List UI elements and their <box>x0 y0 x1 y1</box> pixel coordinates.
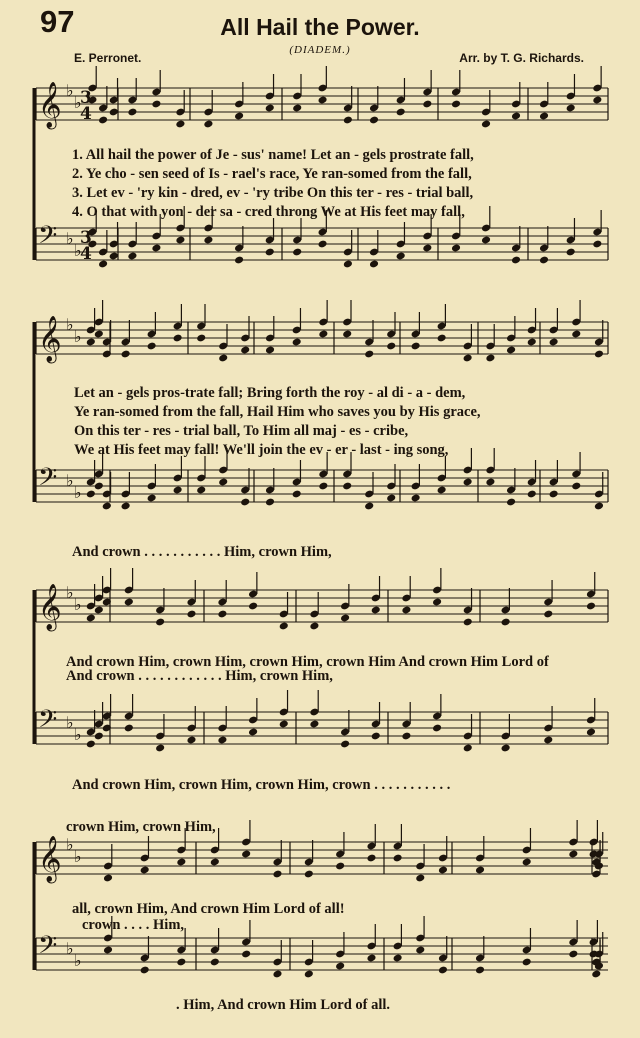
note-head <box>592 96 602 105</box>
final-alto-line: all, crown Him, And crown Him Lord of all! <box>72 901 345 917</box>
stanza-line: On this ter - res - trial ball, To Him all maj - es - cribe, <box>74 423 409 439</box>
note-head <box>451 244 461 253</box>
refrain-tenor-cue: And crown . . . . . . . . . . . . Him, crown Him, <box>66 668 333 684</box>
note-head <box>411 494 421 503</box>
time-signature-top: 3 <box>80 228 92 248</box>
note-head <box>343 260 353 269</box>
bass-clef: 𝄢 <box>38 463 58 498</box>
note-head <box>411 342 421 351</box>
note-head <box>586 728 596 737</box>
note-head <box>86 740 96 749</box>
note-head <box>501 618 511 627</box>
note-head <box>386 342 396 351</box>
note-head <box>437 486 447 495</box>
note-head <box>481 120 491 129</box>
note-head <box>272 970 282 979</box>
tune-name: (DIADEM.) <box>289 44 351 56</box>
note-head <box>86 614 96 623</box>
stanza-block-1 <box>72 146 474 222</box>
note-head <box>522 958 532 967</box>
flat-sign: ♭ <box>74 483 82 502</box>
note-head <box>401 606 411 615</box>
stanza-line: 4. O that with yon - der sa - cred throng We at His feet may fall, <box>72 204 465 220</box>
note-head <box>218 478 228 487</box>
note-head <box>527 490 537 499</box>
time-signature-top: 3 <box>80 88 92 108</box>
note-head <box>549 490 559 499</box>
note-head <box>340 740 350 749</box>
flat-sign: ♭ <box>66 713 74 732</box>
note-head <box>94 482 104 491</box>
flat-sign: ♭ <box>66 315 74 334</box>
note-head <box>151 100 161 109</box>
note-head <box>543 610 553 619</box>
note-head <box>265 346 275 355</box>
note-head <box>317 240 327 249</box>
note-head <box>234 256 244 265</box>
note-head <box>210 858 220 867</box>
note-head <box>124 598 134 607</box>
treble-clef: 𝄞 <box>38 316 62 362</box>
note-head <box>218 354 228 363</box>
note-head <box>422 244 432 253</box>
note-head <box>175 236 185 245</box>
note-head <box>140 866 150 875</box>
note-head <box>318 482 328 491</box>
note-head <box>393 954 403 963</box>
note-head <box>147 494 157 503</box>
note-head <box>272 870 282 879</box>
note-head <box>364 350 374 359</box>
note-head <box>475 966 485 975</box>
note-head <box>571 482 581 491</box>
note-head <box>366 854 376 863</box>
flat-sign: ♭ <box>74 725 82 744</box>
note-head <box>98 260 108 269</box>
note-head <box>265 104 275 113</box>
note-head <box>309 622 319 631</box>
flat-sign: ♭ <box>74 93 82 112</box>
note-head <box>549 338 559 347</box>
note-head <box>127 108 137 117</box>
note-head <box>279 622 289 631</box>
note-head <box>566 248 576 257</box>
note-head <box>86 338 96 347</box>
note-head <box>366 954 376 963</box>
refrain-alto-line: And crown Him, crown Him, crown Him, crown Him And crown Him Lord of <box>66 654 549 670</box>
stanza-line: Ye ran-somed from the fall, Hail Him who saves you by His grace, <box>74 404 481 420</box>
arranger-credit: Arr. by T. G. Richards. <box>459 51 584 65</box>
note-head <box>463 478 473 487</box>
bass-clef: 𝄢 <box>38 221 58 256</box>
note-head <box>240 498 250 507</box>
note-head <box>173 486 183 495</box>
note-head <box>415 946 425 955</box>
note-head <box>292 248 302 257</box>
note-head <box>463 744 473 753</box>
note-head <box>292 490 302 499</box>
note-head <box>103 874 113 883</box>
note-head <box>248 728 258 737</box>
note-head <box>591 970 601 979</box>
note-head <box>147 342 157 351</box>
note-head <box>511 112 521 121</box>
note-head <box>343 116 353 125</box>
note-head <box>196 486 206 495</box>
author-credit: E. Perronet. <box>74 51 142 65</box>
bass-clef: 𝄢 <box>38 931 58 966</box>
note-head <box>265 248 275 257</box>
flat-sign: ♭ <box>74 951 82 970</box>
stanza-line: Let an - gels pros-trate fall; Bring forth the roy - al di - a - dem, <box>74 385 466 401</box>
note-head <box>401 732 411 741</box>
flat-sign: ♭ <box>74 241 82 260</box>
note-head <box>86 490 96 499</box>
time-signature-bottom: 4 <box>80 244 92 264</box>
note-head <box>292 104 302 113</box>
note-head <box>463 618 473 627</box>
note-head <box>127 252 137 261</box>
note-head <box>94 732 104 741</box>
note-head <box>342 330 352 339</box>
note-head <box>451 100 461 109</box>
note-head <box>511 256 521 265</box>
note-head <box>571 330 581 339</box>
note-head <box>217 610 227 619</box>
note-head <box>155 618 165 627</box>
note-head <box>176 958 186 967</box>
note-head <box>98 116 108 125</box>
flat-sign: ♭ <box>66 229 74 248</box>
note-head <box>393 854 403 863</box>
note-head <box>103 946 113 955</box>
note-head <box>539 112 549 121</box>
stanza-block-2 <box>74 384 481 460</box>
note-head <box>594 350 604 359</box>
note-head <box>203 120 213 129</box>
note-head <box>94 606 104 615</box>
note-head <box>566 104 576 113</box>
note-head <box>175 120 185 129</box>
note-head <box>364 502 374 511</box>
note-head <box>292 338 302 347</box>
final-top-cue: crown Him, crown Him, <box>66 819 216 835</box>
note-head <box>475 866 485 875</box>
note-head <box>371 606 381 615</box>
stanza-line: 3. Let ev - 'ry kin - dred, ev - 'ry tribe On this ter - res - trial ball, <box>72 185 474 201</box>
note-head <box>340 614 350 623</box>
note-head <box>594 502 604 511</box>
note-head <box>186 736 196 745</box>
note-head <box>109 108 119 117</box>
note-head <box>369 260 379 269</box>
note-head <box>248 602 258 611</box>
note-head <box>437 334 447 343</box>
note-head <box>485 354 495 363</box>
note-head <box>539 256 549 265</box>
note-head <box>124 724 134 733</box>
note-head <box>279 720 289 729</box>
treble-clef: 𝄞 <box>38 584 62 630</box>
note-head <box>196 334 206 343</box>
refrain-bass-line: And crown Him, crown Him, crown Him, crown . . . . . . . . . . . <box>72 777 451 793</box>
note-head <box>432 724 442 733</box>
time-signature-bottom: 4 <box>80 104 92 124</box>
note-head <box>506 498 516 507</box>
note-head <box>342 482 352 491</box>
final-bass-line: . Him, And crown Him Lord of all. <box>176 997 391 1013</box>
note-head <box>217 736 227 745</box>
note-head <box>543 736 553 745</box>
note-head <box>140 966 150 975</box>
note-head <box>121 350 131 359</box>
note-head <box>522 858 532 867</box>
note-head <box>155 744 165 753</box>
note-head <box>396 108 406 117</box>
note-head <box>210 958 220 967</box>
note-head <box>438 866 448 875</box>
flat-sign: ♭ <box>66 939 74 958</box>
stanza-line: We at His feet may fall! We'll join the ev - er - last - ing song, <box>74 442 449 458</box>
note-head <box>592 240 602 249</box>
note-head <box>568 950 578 959</box>
note-head <box>304 870 314 879</box>
note-head <box>396 252 406 261</box>
note-head <box>173 334 183 343</box>
treble-clef: 𝄞 <box>38 82 62 128</box>
flat-sign: ♭ <box>74 327 82 346</box>
note-head <box>568 850 578 859</box>
note-head <box>203 236 213 245</box>
note-head <box>121 502 131 511</box>
note-head <box>234 112 244 121</box>
note-head <box>335 862 345 871</box>
note-head <box>335 962 345 971</box>
note-head <box>186 610 196 619</box>
note-head <box>240 346 250 355</box>
note-head <box>422 100 432 109</box>
flat-sign: ♭ <box>66 583 74 602</box>
note-head <box>386 494 396 503</box>
flat-sign: ♭ <box>66 81 74 100</box>
note-head <box>151 244 161 253</box>
note-head <box>265 498 275 507</box>
treble-clef: 𝄞 <box>38 836 62 882</box>
note-head <box>109 252 119 261</box>
stanza-line: 1. All hail the power of Je - sus' name! Let an - gels prostrate fall, <box>72 147 474 163</box>
hymn-number: 97 <box>40 4 75 39</box>
refrain-bass-cue: And crown . . . . . . . . . . . Him, crown Him, <box>72 544 332 560</box>
hymn-title: All Hail the Power. <box>220 14 420 40</box>
stanza-line: 2. Ye cho - sen seed of Is - rael's race, Ye ran-somed from the fall, <box>72 166 472 182</box>
note-head <box>241 850 251 859</box>
note-head <box>432 598 442 607</box>
note-head <box>318 330 328 339</box>
note-head <box>485 478 495 487</box>
flat-sign: ♭ <box>74 595 82 614</box>
final-tenor-cue: crown . . . . Him, <box>82 917 185 933</box>
note-head <box>317 96 327 105</box>
note-head <box>304 970 314 979</box>
note-head <box>371 732 381 741</box>
note-head <box>438 966 448 975</box>
note-head <box>369 116 379 125</box>
note-head <box>94 330 104 339</box>
note-head <box>463 354 473 363</box>
note-head <box>527 338 537 347</box>
note-head <box>501 744 511 753</box>
note-head <box>586 602 596 611</box>
bass-clef: 𝄢 <box>38 705 58 740</box>
note-head <box>241 950 251 959</box>
flat-sign: ♭ <box>66 471 74 490</box>
flat-sign: ♭ <box>66 835 74 854</box>
flat-sign: ♭ <box>74 847 82 866</box>
note-head <box>309 720 319 729</box>
note-head <box>176 858 186 867</box>
note-head <box>481 236 491 245</box>
note-head <box>102 502 112 511</box>
note-head <box>415 874 425 883</box>
note-head <box>506 346 516 355</box>
